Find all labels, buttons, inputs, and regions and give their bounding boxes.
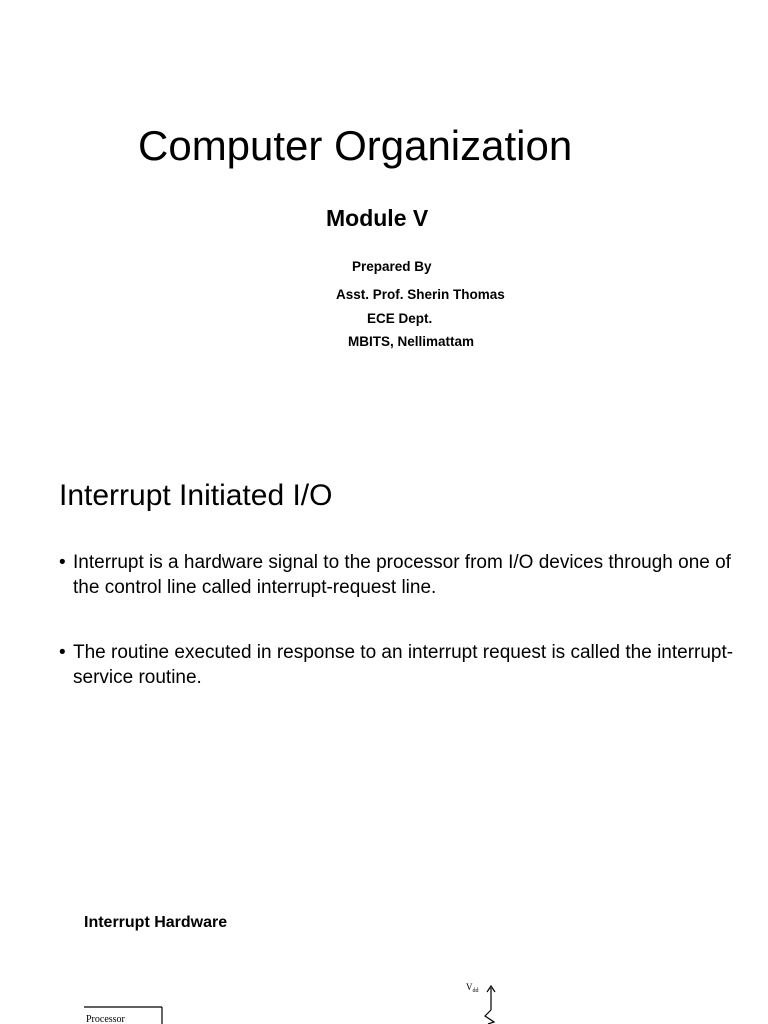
institute-name: MBITS, Nellimattam: [348, 334, 475, 349]
processor-label: Processor: [86, 1014, 125, 1024]
author-name: Asst. Prof. Sherin Thomas: [336, 287, 505, 302]
presentation-title: Computer Organization: [138, 122, 573, 169]
prepared-by-label: Prepared By: [352, 259, 432, 274]
department-name: ECE Dept.: [367, 311, 433, 326]
vdd-supply: [466, 982, 495, 1024]
bullet-item: [59, 640, 749, 690]
resistor-icon: [485, 1010, 494, 1024]
bullet-item: [59, 550, 749, 600]
bullet-text: The routine executed in response to an interrupt request is called the interrupt-service routine.: [73, 642, 734, 688]
bullet-glyph: •: [59, 642, 66, 663]
vdd-label: V: [466, 982, 473, 992]
interrupt-hardware-diagram: [0, 940, 768, 1024]
section-heading: Interrupt Initiated I/O: [59, 479, 333, 512]
svg-text:Vdd: [466, 982, 479, 994]
processor-box: [84, 1007, 162, 1024]
vdd-subscript: dd: [472, 988, 479, 994]
module-label: Module V: [326, 205, 429, 231]
bullet-list: [59, 550, 749, 730]
bullet-text: Interrupt is a hardware signal to the processor from I/O devices through one of the control line called interrupt-request line.: [73, 552, 731, 598]
bullet-glyph: •: [59, 552, 66, 573]
interrupt-hardware-label: Interrupt Hardware: [84, 914, 228, 931]
